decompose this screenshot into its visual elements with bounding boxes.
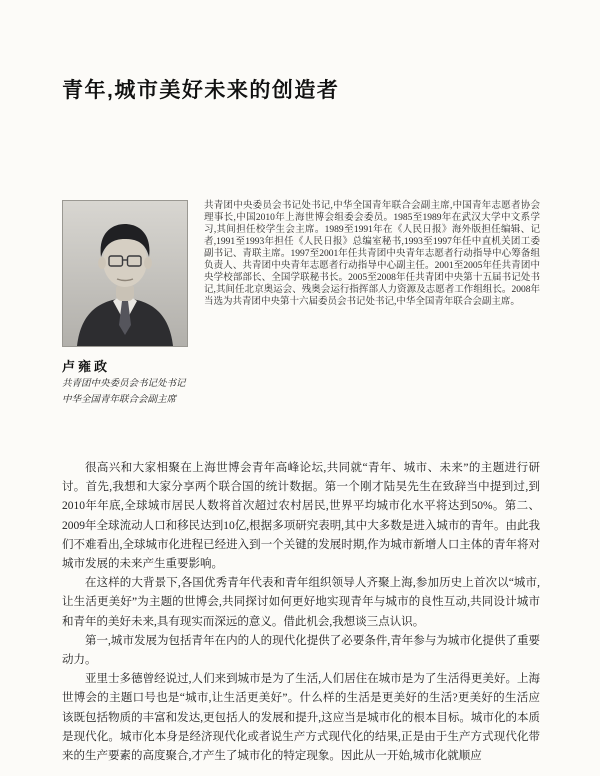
author-name: 卢雍政 — [62, 359, 111, 374]
body-paragraph-1: 很高兴和大家相聚在上海世博会青年高峰论坛,共同就“青年、城市、未来”的主题进行研讨。首先,我想和大家分享两个联合国的统计数据。第一个刚才陆昊先生在致辞当中提到过,到2010年年底,全球城市居民人数将首次超过农村居民,世界平均城市化水平将达到50%。第二、2009年全球流动人口和移民达到10亿,根据多项研究表明,其中大多数是进入城市的青年。由此我们不难看出,全球城市化进程已经进入到一个关键的发展时期,作为城市新增人口主体的青年将对城市发展的未来产生重要影响。 — [62, 462, 540, 571]
body-paragraph-4: 亚里士多德曾经说过,人们来到城市是为了生活,人们居住在城市是为了生活得更美好。上海世博会的主题口号也是“城市,让生活更美好”。什么样的生活是更美好的生活?更美好的生活应该既包括物质的丰富和发达,更包括人的发展和提升,这应当是城市化的根本目标。城市化的本质是现代化。城市化本身是经济现代化或者说生产方式现代化的结果,正是由于生产方式现代化带来的生产要素的高度聚合,才产生了城市化的特定现象。因此从一开始,城市化就顺应 — [62, 673, 540, 763]
body-paragraph-2: 在这样的大背景下,各国优秀青年代表和青年组织领导人齐聚上海,参加历史上首次以“城市,让生活更美好”为主题的世博会,共同探讨如何更好地实现青年与城市的良性互动,共同设计城市和青年的美好未来,具有现实而深远的意义。借此机会,我想谈三点认识。 — [62, 577, 540, 628]
article-title: 青年,城市美好未来的创造者 — [62, 79, 340, 102]
article-body — [62, 459, 540, 766]
author-section — [62, 200, 540, 407]
author-role-line-1: 共青团中央委员会书记处书记 — [62, 379, 186, 389]
author-photo-column — [62, 200, 188, 407]
body-paragraph-3: 第一,城市发展为包括青年在内的人的现代化提供了必要条件,青年参与为城市化提供了重要动力。 — [62, 634, 540, 667]
author-role-line-2: 中华全国青年联合会副主席 — [62, 395, 177, 405]
author-bio: 共青团中央委员会书记处书记,中华全国青年联合会副主席,中国青年志愿者协会理事长,中国2010年上海世博会组委会委员。1985至1989年在武汉大学中文系学习,其间担任校学生会主席。1989至1991年在《人民日报》海外版担任编辑、记者,1991至1993年担任《人民日报》总编室秘书,1993至1997年任中直机关团工委副书记、青联主席。1997至2001年任共青团中央青年志愿者行动指导中心筹备组负责人、共青团中央青年志愿者行动指导中心副主任。2001至2005年任共青团中央学校部部长、全国学联秘书长。2005至2008年任共青团中央第十五届书记处书记,其间任北京奥运会、残奥会运行指挥部人力资源及志愿者工作组组长。2008年当选为共青团中央第十六届委员会书记处书记,中华全国青年联合会副主席。 — [204, 201, 540, 307]
portrait-illustration — [63, 201, 187, 346]
author-photo — [62, 200, 188, 347]
